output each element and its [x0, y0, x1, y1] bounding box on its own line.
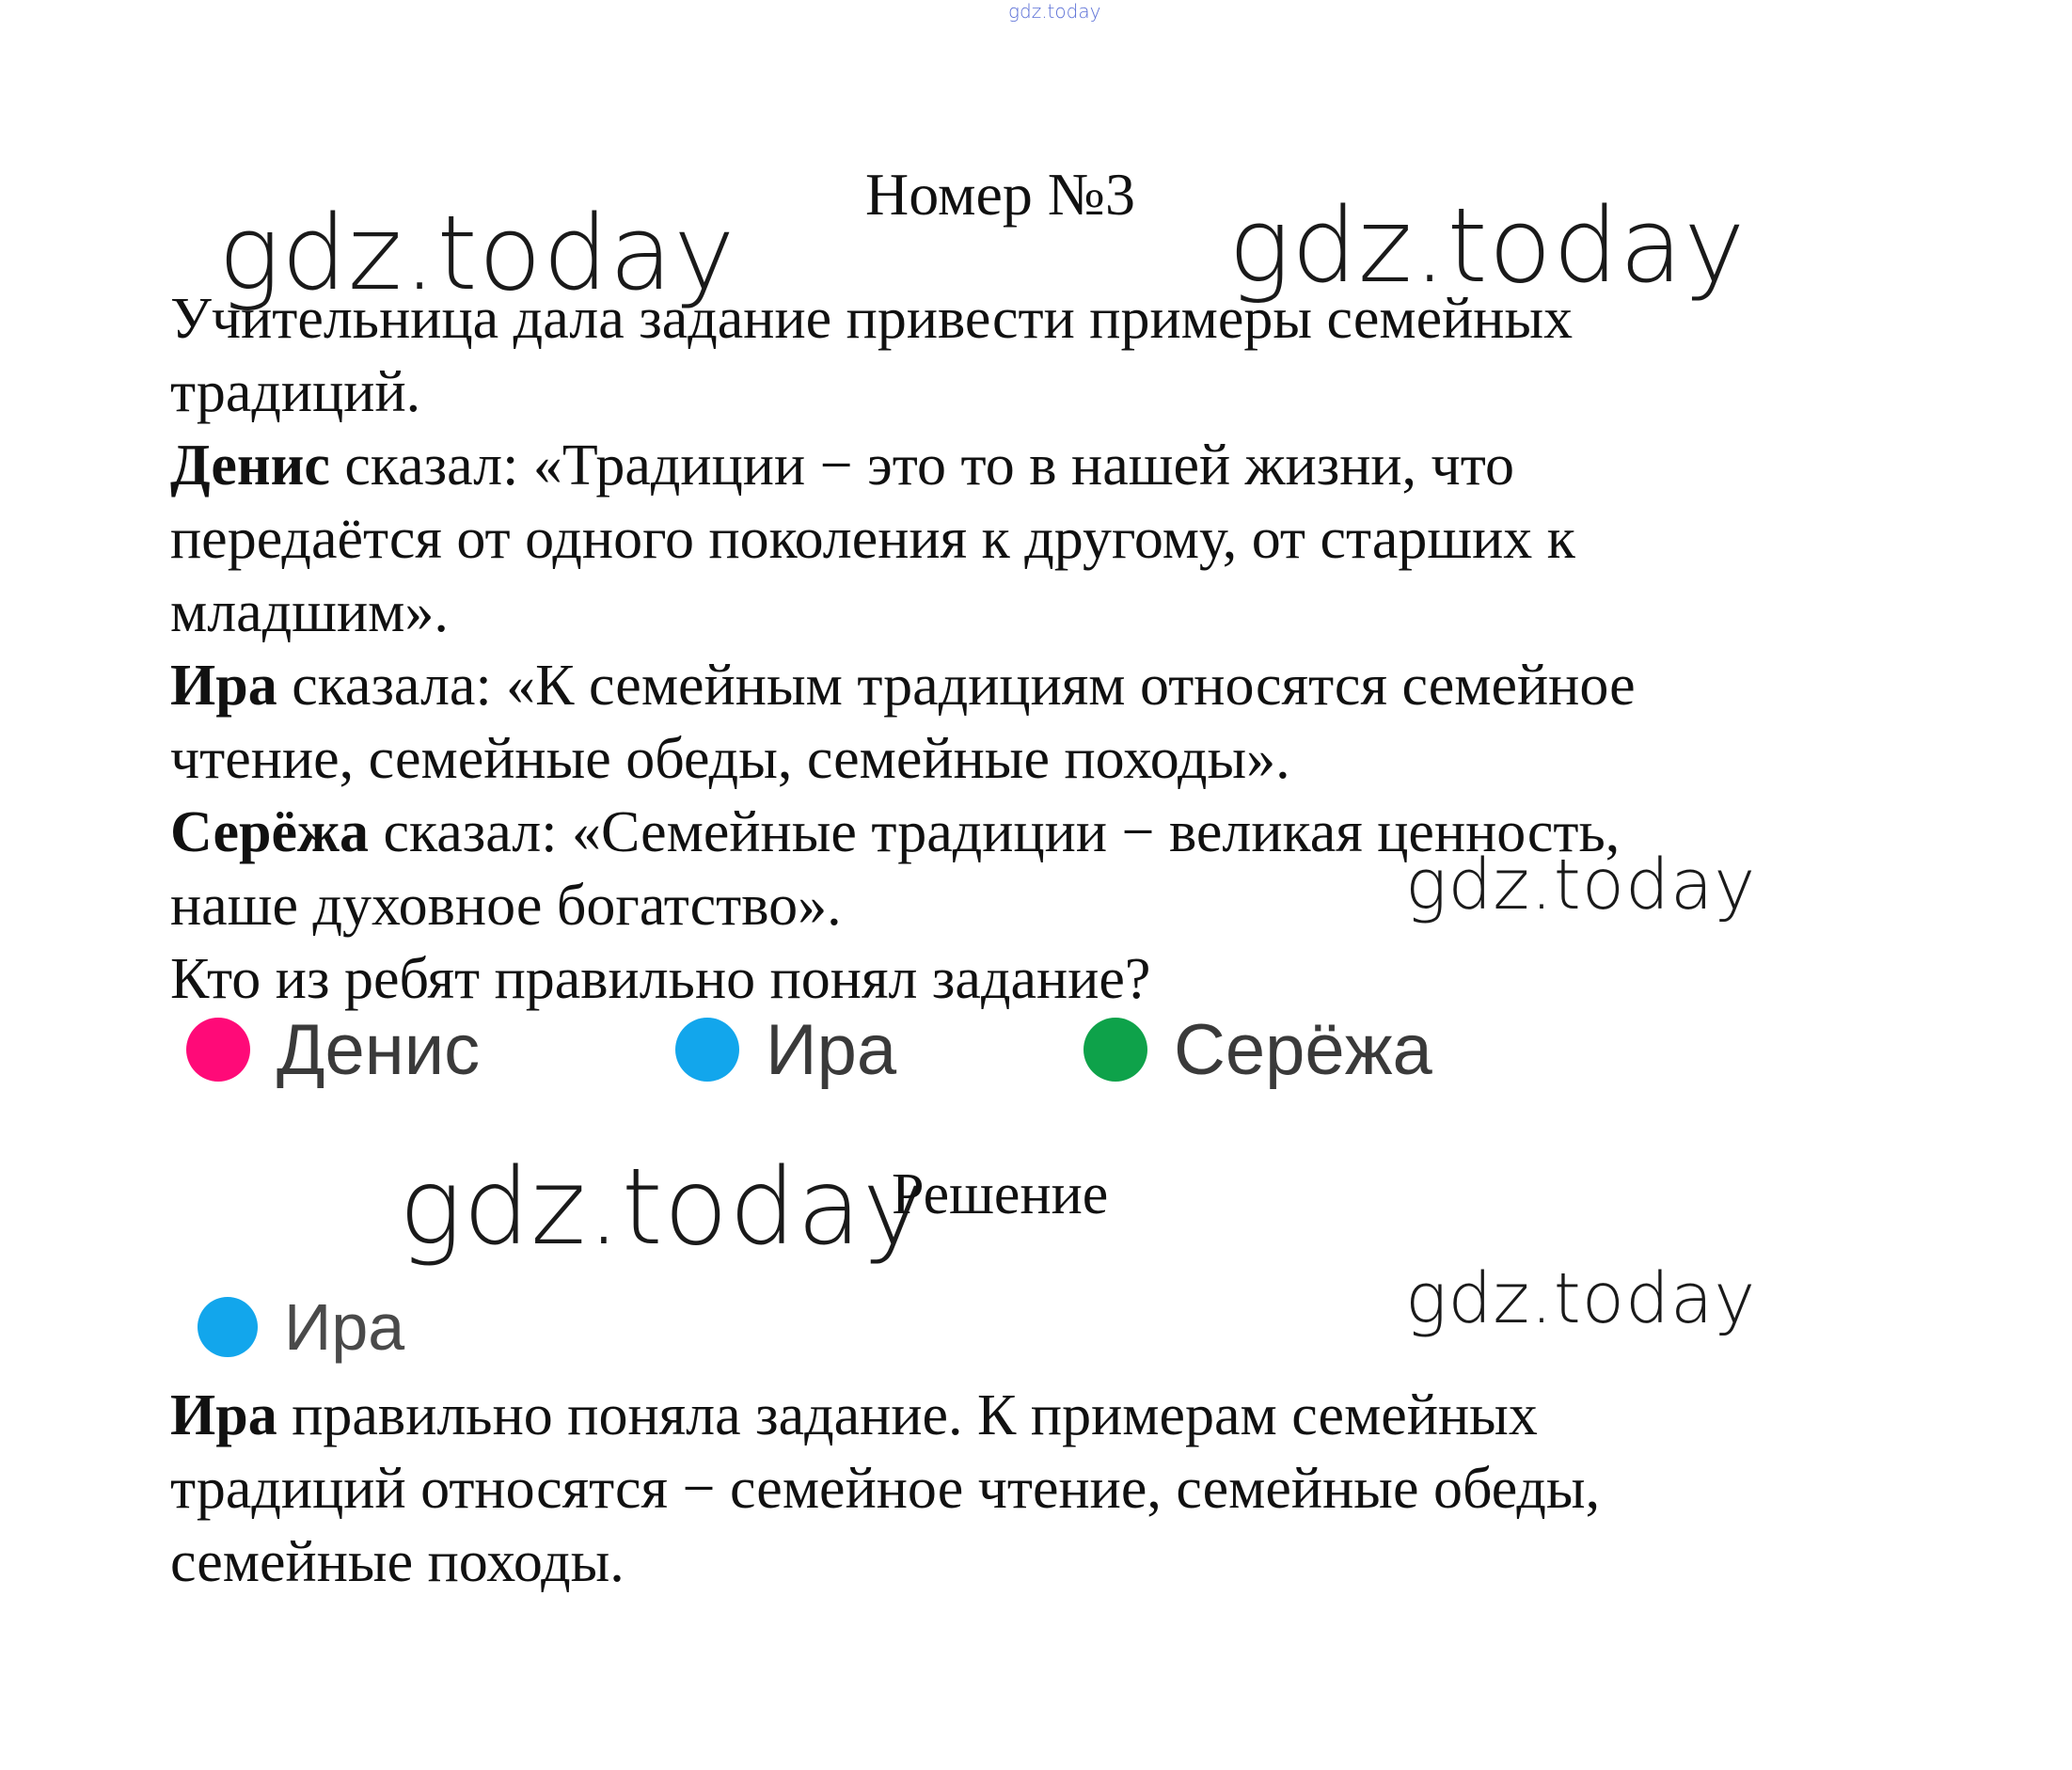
text-line: семейные походы. — [170, 1530, 625, 1594]
text-line: традиций относятся − семейное чтение, семейные обеды, — [170, 1457, 1601, 1521]
text-line — [170, 796, 1920, 869]
speech-text: сказал: «Семейные традиции − великая ценность, — [369, 800, 1621, 864]
answer-options — [171, 1004, 1488, 1095]
text-line: передаётся от одного поколения к другому, от старших к — [170, 507, 1575, 571]
speaker-name: Денис — [170, 434, 330, 498]
watermark: gdz.today — [1405, 845, 1757, 925]
answer-name: Ира — [170, 1383, 277, 1447]
option-ira[interactable] — [675, 1004, 896, 1095]
option-denis[interactable] — [186, 1004, 480, 1095]
task-text — [170, 282, 1920, 1016]
speech-text: сказал: «Традиции − это то в нашей жизни, что — [329, 434, 1515, 498]
solution-heading: Решение — [892, 1162, 1109, 1226]
watermark-top: gdz.today — [1008, 0, 1101, 23]
text-line — [170, 1379, 1920, 1452]
option-label: Денис — [277, 1009, 481, 1090]
option-serezha[interactable] — [1083, 1004, 1432, 1095]
watermark: gdz.today — [1228, 185, 1747, 306]
pink-dot-icon — [186, 1018, 250, 1082]
watermark: gdz.today — [399, 1146, 926, 1269]
watermark: gdz.today — [1405, 1258, 1757, 1339]
text-line: младшим». — [170, 580, 449, 644]
blue-dot-icon — [198, 1297, 258, 1357]
selected-answer — [198, 1285, 404, 1369]
speaker-name: Серёжа — [170, 800, 370, 864]
text-line: Учительница дала задание привести примеры семейных — [170, 287, 1574, 351]
question: Кто из ребят правильно понял задание? — [170, 947, 1151, 1011]
text-line: чтение, семейные обеды, семейные походы». — [170, 727, 1290, 791]
text-line: традиций. — [170, 360, 421, 424]
text-line — [170, 649, 1920, 722]
speech-text: сказала: «К семейным традициям относятся семейное — [277, 654, 1636, 718]
answer-text — [170, 1379, 1920, 1599]
text-line — [170, 429, 1920, 502]
blue-dot-icon — [675, 1018, 739, 1082]
speaker-name: Ира — [170, 654, 277, 718]
option-label: Серёжа — [1174, 1009, 1432, 1090]
answer-label: Ира — [284, 1290, 405, 1364]
watermark: gdz.today — [218, 193, 736, 313]
text-line: наше духовное богатство». — [170, 874, 842, 938]
page-title: Номер №3 — [865, 161, 1135, 228]
option-label: Ира — [766, 1009, 897, 1090]
answer-sentence: правильно поняла задание. К примерам семейных — [277, 1383, 1538, 1447]
green-dot-icon — [1083, 1018, 1147, 1082]
